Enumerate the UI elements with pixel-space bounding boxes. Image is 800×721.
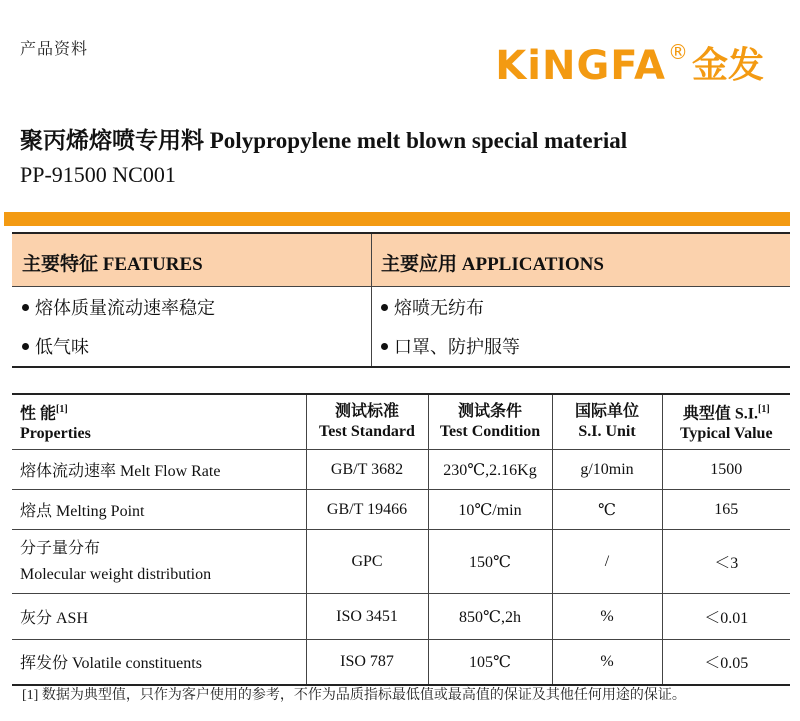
test-standard: ISO 787 [306, 640, 428, 684]
logo-chinese-name: 金发 [691, 45, 764, 86]
feature-item [22, 294, 215, 320]
table-row [12, 640, 790, 684]
typical-value: ＜3 [662, 530, 790, 594]
si-unit: / [552, 530, 662, 594]
test-condition: 10℃/min [428, 490, 552, 530]
bullet-icon [22, 343, 29, 350]
application-text: 熔喷无纺布 [394, 298, 484, 318]
typical-value: 1500 [662, 450, 790, 490]
si-unit: % [552, 640, 662, 684]
accent-bar [4, 212, 790, 226]
test-condition: 150℃ [428, 530, 552, 594]
test-condition: 850℃,2h [428, 594, 552, 640]
test-standard: GB/T 3682 [306, 450, 428, 490]
application-text: 口罩、防护服等 [394, 337, 520, 357]
bullet-icon [381, 304, 388, 311]
header-test-condition: 测试条件 Test Condition [428, 395, 552, 450]
test-standard: GPC [306, 530, 428, 594]
footnote: [1] 数据为典型值，只作为客户使用的参考，不作为品质指标最低值或最高值的保证及其他任何用途的保证。 [22, 688, 686, 703]
typical-value: 165 [662, 490, 790, 530]
property-name: 挥发份 Volatile constituents [12, 640, 306, 684]
header-typical-value: 典型值 S.I.[1] Typical Value [662, 395, 790, 450]
table-row [12, 594, 790, 640]
logo-wordmark: KiNGFA [495, 43, 666, 89]
header-properties: 性 能[1] Properties [12, 395, 306, 450]
feature-text: 熔体质量流动速率稳定 [35, 298, 215, 318]
bullet-icon [381, 343, 388, 350]
document-type-label: 产品资料 [20, 41, 89, 58]
table-header-row [12, 395, 790, 450]
test-condition: 105℃ [428, 640, 552, 684]
si-unit: g/10min [552, 450, 662, 490]
registered-mark: ® [667, 40, 688, 64]
application-item [381, 333, 520, 359]
table-row [12, 530, 790, 594]
feature-text: 低气味 [35, 337, 89, 357]
kingfa-logo [495, 42, 764, 102]
properties-table [12, 393, 790, 686]
features-applications-table [12, 232, 790, 368]
typical-value: ＜0.01 [662, 594, 790, 640]
typical-value: ＜0.05 [662, 640, 790, 684]
feature-item [22, 333, 89, 359]
test-standard: GB/T 19466 [306, 490, 428, 530]
column-divider [371, 234, 372, 366]
property-name: 分子量分布 Molecular weight distribution [12, 530, 306, 594]
header-si-unit: 国际单位 S.I. Unit [552, 395, 662, 450]
property-name: 灰分 ASH [12, 594, 306, 640]
document-title: 聚丙烯熔喷专用料 Polypropylene melt blown special material [20, 128, 628, 153]
header-test-standard: 测试标准 Test Standard [306, 395, 428, 450]
table-row [12, 490, 790, 530]
property-name: 熔体流动速率 Melt Flow Rate [12, 450, 306, 490]
test-condition: 230℃,2.16Kg [428, 450, 552, 490]
table-row [12, 450, 790, 490]
si-unit: ℃ [552, 490, 662, 530]
test-standard: ISO 3451 [306, 594, 428, 640]
product-code: PP-91500 NC001 [20, 162, 176, 187]
features-heading: 主要特征 FEATURES [22, 254, 203, 275]
application-item [381, 294, 484, 320]
bullet-icon [22, 304, 29, 311]
si-unit: % [552, 594, 662, 640]
applications-heading: 主要应用 APPLICATIONS [381, 254, 604, 275]
property-name: 熔点 Melting Point [12, 490, 306, 530]
